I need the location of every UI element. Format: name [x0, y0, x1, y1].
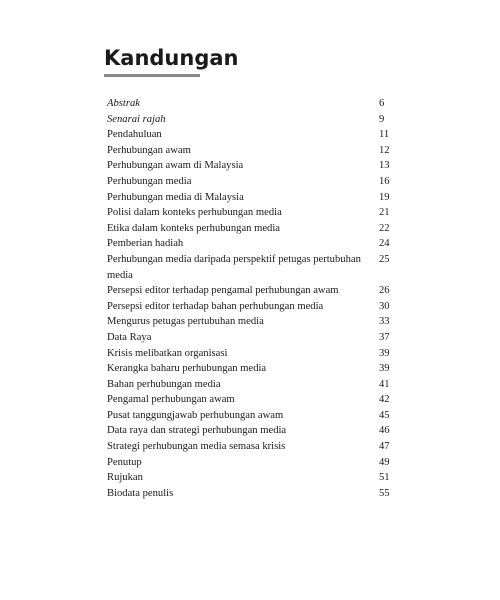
title-underline — [104, 74, 200, 77]
toc-entry-title: Kerangka baharu perhubungan media — [107, 363, 267, 375]
toc-entry — [107, 377, 397, 393]
toc-entry — [107, 143, 397, 159]
toc-entry-title: Perhubungan awam — [107, 144, 191, 156]
toc-entry-title: Penutup — [107, 456, 142, 468]
toc-entry-page-number: 33 — [379, 316, 390, 328]
toc-entry-title: Rujukan — [107, 472, 143, 484]
toc-entry-page-number: 47 — [379, 441, 390, 453]
toc-entry-title: Pendahuluan — [107, 129, 162, 141]
toc-entry-title: Data raya dan strategi perhubungan media — [107, 425, 287, 437]
toc-entry-title: Etika dalam konteks perhubungan media — [107, 222, 280, 234]
toc-entry-title: Bahan perhubungan media — [107, 378, 221, 390]
toc-entry — [107, 190, 397, 206]
toc-entry-page-number: 51 — [379, 472, 390, 484]
toc-entry — [107, 439, 397, 455]
toc-entry-title: Pemberian hadiah — [107, 238, 184, 250]
toc-entry-page-number: 42 — [379, 394, 390, 406]
toc-entry-page-number: 49 — [379, 456, 390, 468]
toc-entry — [107, 486, 397, 502]
toc-entry — [107, 127, 397, 143]
toc-entry-page-number: 9 — [379, 113, 385, 125]
toc-entry-title: Biodata penulis — [107, 487, 174, 499]
toc-entry — [107, 470, 397, 486]
toc-entry-page-number: 6 — [379, 98, 385, 109]
toc-entry-page-number: 55 — [379, 487, 390, 499]
toc-entry-title: Perhubungan media di Malaysia — [107, 191, 244, 203]
toc-entry — [107, 361, 397, 377]
toc-entry — [107, 174, 397, 190]
toc-entry-page-number: 24 — [379, 238, 390, 250]
toc-entry — [107, 158, 397, 174]
toc-entry — [107, 252, 397, 283]
toc-entry — [107, 392, 397, 408]
toc-entry-page-number: 30 — [379, 300, 390, 312]
toc-entry-page-number: 39 — [379, 347, 390, 359]
toc-entry — [107, 330, 397, 346]
toc-entry — [107, 112, 397, 128]
toc-entry-page-number: 12 — [379, 144, 390, 156]
toc-entry-title: Abstrak — [107, 98, 140, 109]
page-title: Kandungan — [104, 46, 239, 70]
toc-entry-title: Senarai rajah — [107, 113, 166, 125]
toc-entry-title: Perhubungan media — [107, 175, 192, 187]
toc-entry — [107, 314, 397, 330]
toc-entry-title: Polisi dalam konteks perhubungan media — [107, 207, 282, 219]
toc-entry-page-number: 39 — [379, 363, 390, 375]
toc-entry-title: Strategi perhubungan media semasa krisis — [107, 441, 286, 453]
toc-entry-title: Perhubungan media daripada perspektif petugas pertubuhan media — [107, 253, 361, 281]
toc-entry — [107, 205, 397, 221]
toc-entry — [107, 299, 397, 315]
toc-entry — [107, 96, 397, 112]
toc-entry — [107, 346, 397, 362]
toc-entry-title: Mengurus petugas pertubuhan media — [107, 316, 264, 328]
toc-entry-page-number: 19 — [379, 191, 390, 203]
toc-entry-page-number: 11 — [379, 129, 390, 141]
toc-entry-page-number: 21 — [379, 207, 390, 219]
toc-entry-title: Perhubungan awam di Malaysia — [107, 160, 244, 172]
toc-entry-title: Data Raya — [107, 331, 152, 343]
toc-entry-page-number: 26 — [379, 285, 390, 297]
table-of-contents — [107, 96, 397, 501]
toc-entry-page-number: 45 — [379, 409, 390, 421]
toc-entry-page-number: 25 — [379, 253, 390, 265]
toc-entry-page-number: 41 — [379, 378, 390, 390]
toc-entry — [107, 408, 397, 424]
toc-entry-page-number: 22 — [379, 222, 390, 234]
toc-entry-title: Pengamal perhubungan awam — [107, 394, 235, 406]
toc-entry — [107, 283, 397, 299]
toc-entry-page-number: 46 — [379, 425, 390, 437]
toc-entry — [107, 221, 397, 237]
toc-entry-page-number: 13 — [379, 160, 390, 172]
toc-entry-title: Persepsi editor terhadap pengamal perhubungan awam — [107, 285, 339, 297]
toc-entry-page-number: 37 — [379, 331, 390, 343]
toc-entry — [107, 455, 397, 471]
toc-entry — [107, 423, 397, 439]
toc-entry-title: Krisis melibatkan organisasi — [107, 347, 228, 359]
toc-entry-title: Persepsi editor terhadap bahan perhubungan media — [107, 300, 324, 312]
toc-entry-page-number: 16 — [379, 175, 390, 187]
toc-entry — [107, 236, 397, 252]
toc-entry-title: Pusat tanggungjawab perhubungan awam — [107, 409, 284, 421]
